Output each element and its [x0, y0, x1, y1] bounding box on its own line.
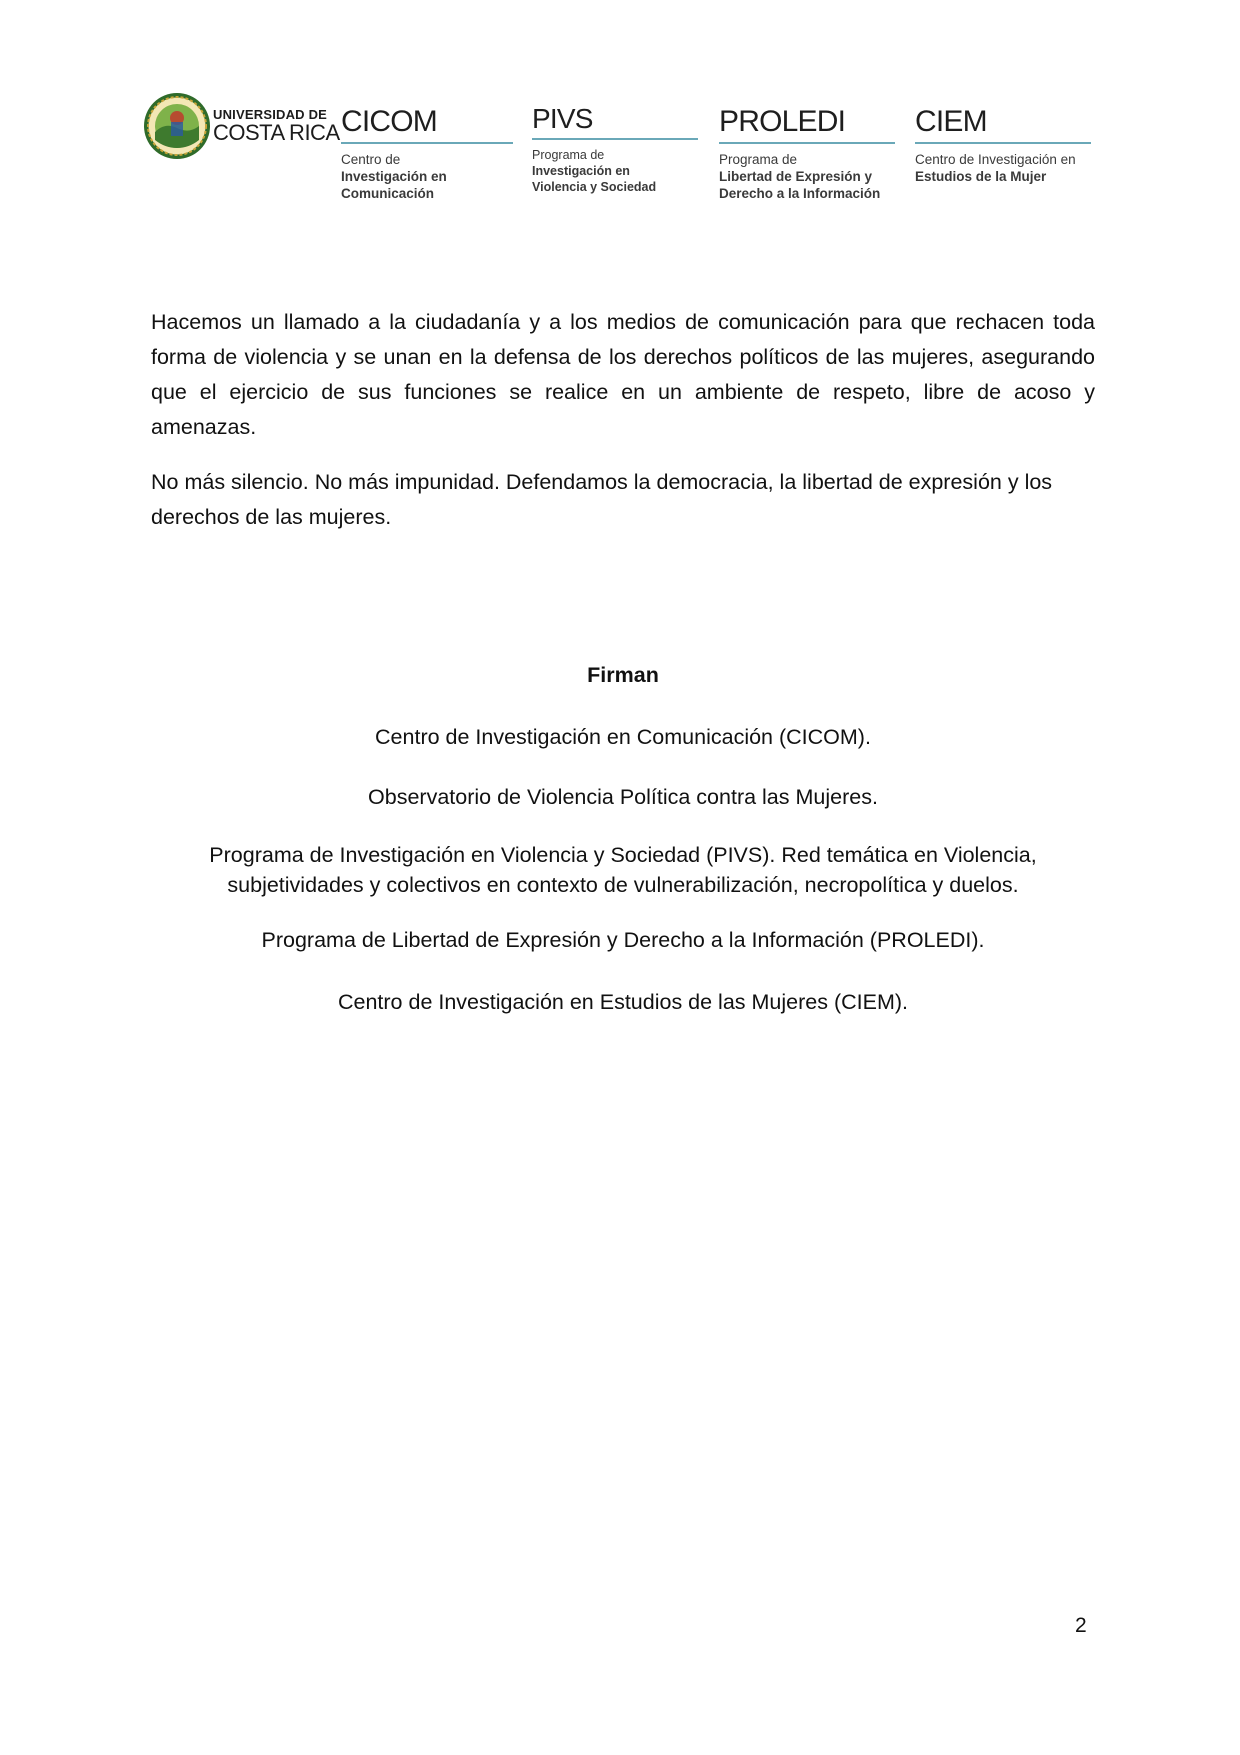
logo-subtitle-line: Programa de	[532, 148, 605, 162]
signatory-item: Programa de Investigación en Violencia y Sociedad (PIVS). Red temática en Violencia, subjetividades y colectivos en contexto de vulnerabilización, necropolítica y duelos.	[209, 843, 1037, 897]
logo-subtitle-line: Programa de	[719, 152, 798, 167]
body-paragraph-call-to-action: Hacemos un llamado a la ciudadanía y a los medios de comunicación para que rechacen toda forma de violencia y se unan en la defensa de los derechos políticos de las mujeres, asegurando que el ejercicio de sus funciones se realice en un ambiente de respeto, libre de acoso y amenazas.	[151, 310, 1095, 439]
logo-ciem	[915, 107, 1091, 185]
university-name-line1: UNIVERSIDAD DE	[213, 107, 328, 122]
logo-subtitle-line: Centro de Investigación en	[915, 152, 1076, 167]
body-paragraph-closing: No más silencio. No más impunidad. Defendamos la democracia, la libertad de expresión y los derechos de las mujeres.	[151, 470, 1053, 529]
logo-title: CICOM	[341, 105, 437, 138]
signatory-item: Programa de Libertad de Expresión y Derecho a la Información (PROLEDI).	[261, 928, 985, 952]
logo-subtitle-line: Investigación en	[532, 164, 630, 178]
logo-subtitle	[341, 151, 513, 202]
logo-subtitle	[719, 151, 895, 202]
logo-subtitle-line: Violencia y Sociedad	[532, 180, 657, 194]
logo-subtitle-line: Comunicación	[341, 186, 435, 201]
logo-title: CIEM	[915, 105, 987, 138]
logo-cicom	[341, 107, 513, 202]
logo-subtitle-line: Estudios de la Mujer	[915, 169, 1047, 184]
logo-pivs	[532, 105, 698, 195]
signatory-item: Observatorio de Violencia Política contra las Mujeres.	[368, 785, 878, 809]
logo-title: PIVS	[532, 103, 593, 134]
logo-proledi	[719, 107, 895, 202]
university-name-line2: COSTA RICA	[213, 120, 340, 145]
logo-subtitle-line: Centro de	[341, 152, 401, 167]
signatory-item: Centro de Investigación en Estudios de las Mujeres (CIEM).	[337, 990, 908, 1014]
signatory-item: Centro de Investigación en Comunicación (CICOM).	[375, 725, 871, 749]
logo-subtitle	[915, 151, 1091, 185]
university-name	[213, 108, 340, 144]
logo-divider	[719, 142, 895, 144]
logo-subtitle-line: Libertad de Expresión y	[719, 169, 873, 184]
signatures-heading: Firman	[587, 663, 659, 687]
logo-divider	[341, 142, 513, 144]
page-header	[0, 0, 1240, 220]
logo-subtitle-line: Investigación en	[341, 169, 447, 184]
university-seal-logo	[143, 92, 211, 160]
logo-subtitle	[532, 147, 698, 195]
logo-title: PROLEDI	[719, 105, 846, 138]
logo-divider	[532, 138, 698, 140]
logo-subtitle-line: Derecho a la Información	[719, 186, 881, 201]
page-number: 2	[1075, 1614, 1087, 1637]
logo-divider	[915, 142, 1091, 144]
